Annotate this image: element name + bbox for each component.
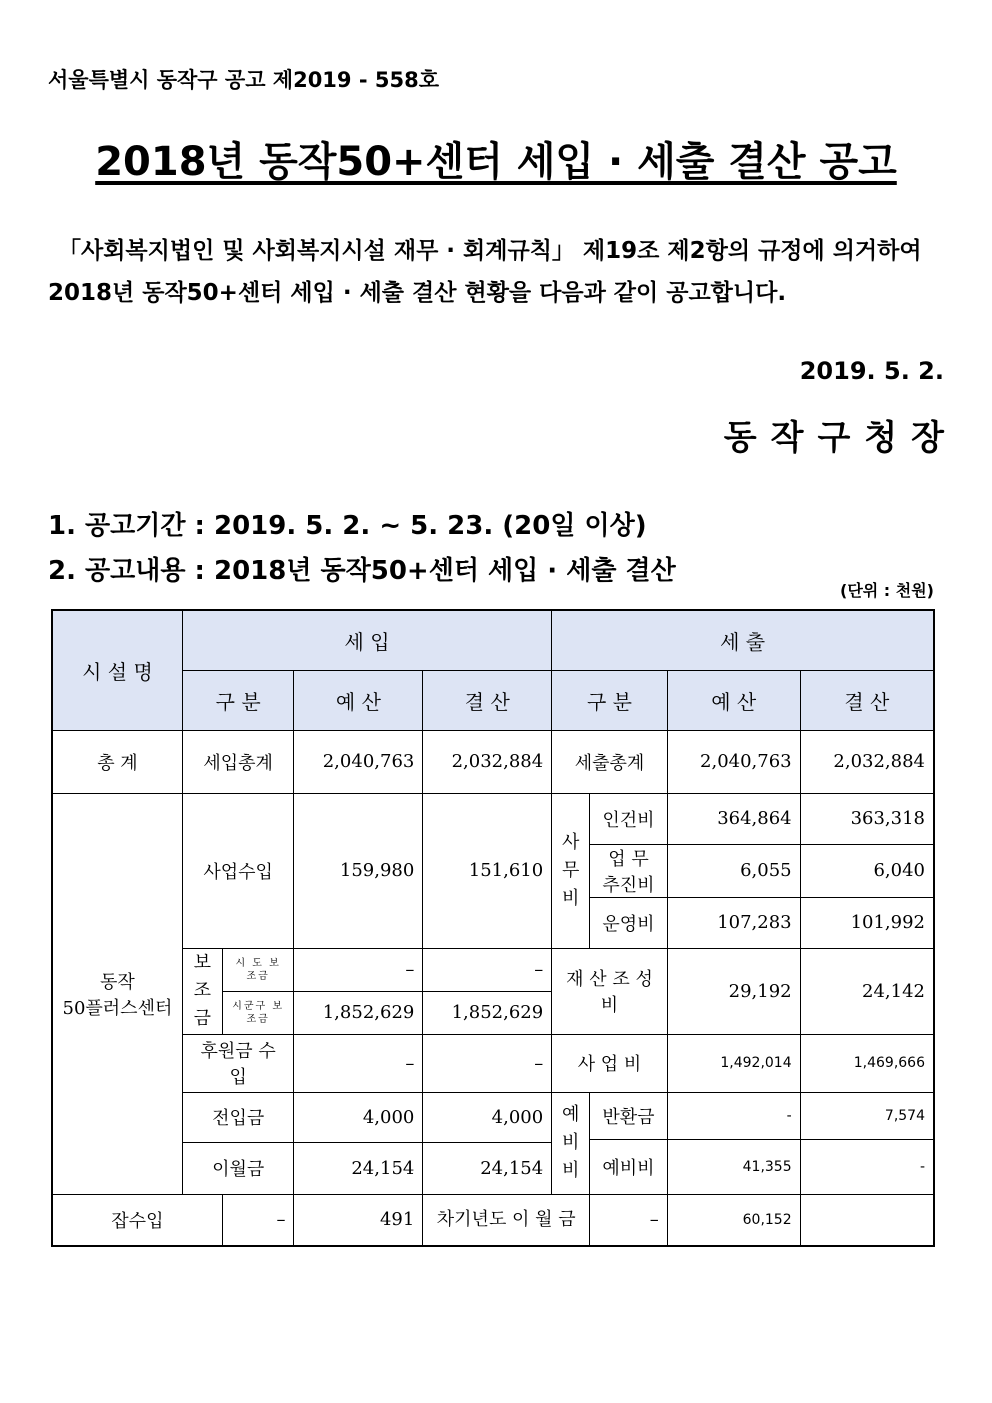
notice-content: 2. 공고내용 : 2018년 동작50+센터 세입 · 세출 결산 (48, 556, 676, 586)
signer: 동작구청장 (723, 418, 958, 458)
exp-reserve-group-label: 예비비 (552, 1092, 590, 1194)
rev-settle-header: 결 산 (423, 670, 552, 730)
facility-name-line-2: 50플러스센터 (62, 997, 173, 1019)
rev-subsidy-label: 보조금 (182, 948, 222, 1034)
intro-paragraph (48, 230, 948, 314)
exp-personnel-settle: 363,318 (800, 793, 934, 844)
settlement-table (51, 609, 935, 1247)
exp-personnel-budget: 364,864 (667, 793, 800, 844)
revenue-header: 세 입 (182, 610, 551, 670)
rev-carryover-settle: 24,154 (423, 1142, 552, 1194)
exp-project-label: 사 업 비 (552, 1034, 668, 1092)
title-wrap (0, 130, 992, 187)
rev-carryover-budget: 24,154 (294, 1142, 423, 1194)
exp-operating-settle: 101,992 (800, 897, 934, 948)
exp-budget-header: 예 산 (667, 670, 800, 730)
exp-total-settle: 2,032,884 (800, 730, 934, 793)
exp-refund-budget: - (667, 1092, 800, 1139)
rev-transfer-settle: 4,000 (423, 1092, 552, 1142)
rev-gu-subsidy-settle: 1,852,629 (423, 991, 552, 1034)
exp-promo-budget: 6,055 (667, 844, 800, 897)
exp-project-settle: 1,469,666 (800, 1034, 934, 1092)
exp-personnel-label: 인건비 (590, 793, 668, 844)
exp-refund-label: 반환금 (590, 1092, 668, 1139)
exp-promo-label: 업 무 추진비 (590, 844, 668, 897)
rev-business-label: 사업수입 (182, 793, 294, 948)
facility-name-line-1: 동작 (100, 971, 135, 993)
intro-line-1: 「사회복지법인 및 사회복지시설 재무 · 회계규칙」 제19조 제2항의 규정에 의거하여 (58, 238, 922, 264)
rev-gu-subsidy-budget: 1,852,629 (294, 991, 423, 1034)
exp-refund-settle: 7,574 (800, 1092, 934, 1139)
rev-donation-settle: – (423, 1034, 552, 1092)
exp-next-year-budget: – (590, 1194, 668, 1246)
rev-transfer-budget: 4,000 (294, 1092, 423, 1142)
rev-category-header: 구 분 (182, 670, 294, 730)
exp-settle-header: 결 산 (800, 670, 934, 730)
exp-next-year-settle: 60,152 (667, 1194, 800, 1246)
exp-office-label: 사무비 (552, 793, 590, 948)
rev-city-subsidy-label: 시 도 보조금 (222, 948, 294, 991)
exp-reserve-budget: 41,355 (667, 1139, 800, 1194)
exp-total-budget: 2,040,763 (667, 730, 800, 793)
rev-business-budget: 159,980 (294, 793, 423, 948)
rev-donation-label: 후원금 수 입 (182, 1034, 294, 1092)
rev-total-label: 세입총계 (182, 730, 294, 793)
total-label: 총 계 (52, 730, 182, 793)
expenditure-header: 세 출 (552, 610, 934, 670)
notice-period: 1. 공고기간 : 2019. 5. 2. ~ 5. 23. (20일 이상) (48, 511, 647, 541)
exp-category-header: 구 분 (552, 670, 668, 730)
exp-promo-settle: 6,040 (800, 844, 934, 897)
intro-line-2: 2018년 동작50+센터 세입 · 세출 결산 현황을 다음과 같이 공고합니다. (48, 280, 787, 306)
exp-property-label: 재 산 조 성 비 (552, 948, 668, 1034)
page-title: 2018년 동작50+센터 세입 · 세출 결산 공고 (95, 139, 897, 185)
exp-property-settle: 24,142 (800, 948, 934, 1034)
exp-reserve-settle: - (800, 1139, 934, 1194)
exp-reserve-label: 예비비 (590, 1139, 668, 1194)
rev-total-budget: 2,040,763 (294, 730, 423, 793)
rev-total-settle: 2,032,884 (423, 730, 552, 793)
rev-donation-budget: – (294, 1034, 423, 1092)
unit-label: (단위 : 천원) (840, 581, 934, 600)
exp-total-label: 세출총계 (552, 730, 668, 793)
rev-city-subsidy-settle: – (423, 948, 552, 991)
rev-budget-header: 예 산 (294, 670, 423, 730)
rev-misc-settle: 491 (294, 1194, 423, 1246)
facility-name (52, 793, 182, 1194)
notice-number: 서울특별시 동작구 공고 제2019 - 558호 (48, 68, 439, 92)
rev-misc-budget: – (222, 1194, 294, 1246)
exp-operating-budget: 107,283 (667, 897, 800, 948)
rev-misc-label: 잡수입 (52, 1194, 222, 1246)
rev-transfer-label: 전입금 (182, 1092, 294, 1142)
rev-carryover-label: 이월금 (182, 1142, 294, 1194)
facility-header: 시 설 명 (52, 610, 182, 730)
exp-property-budget: 29,192 (667, 948, 800, 1034)
exp-project-budget: 1,492,014 (667, 1034, 800, 1092)
rev-business-settle: 151,610 (423, 793, 552, 948)
rev-city-subsidy-budget: – (294, 948, 423, 991)
notice-date: 2019. 5. 2. (799, 357, 944, 385)
rev-gu-subsidy-label: 시군구 보조금 (222, 991, 294, 1034)
exp-next-year-label: 차기년도 이 월 금 (423, 1194, 590, 1246)
exp-operating-label: 운영비 (590, 897, 668, 948)
